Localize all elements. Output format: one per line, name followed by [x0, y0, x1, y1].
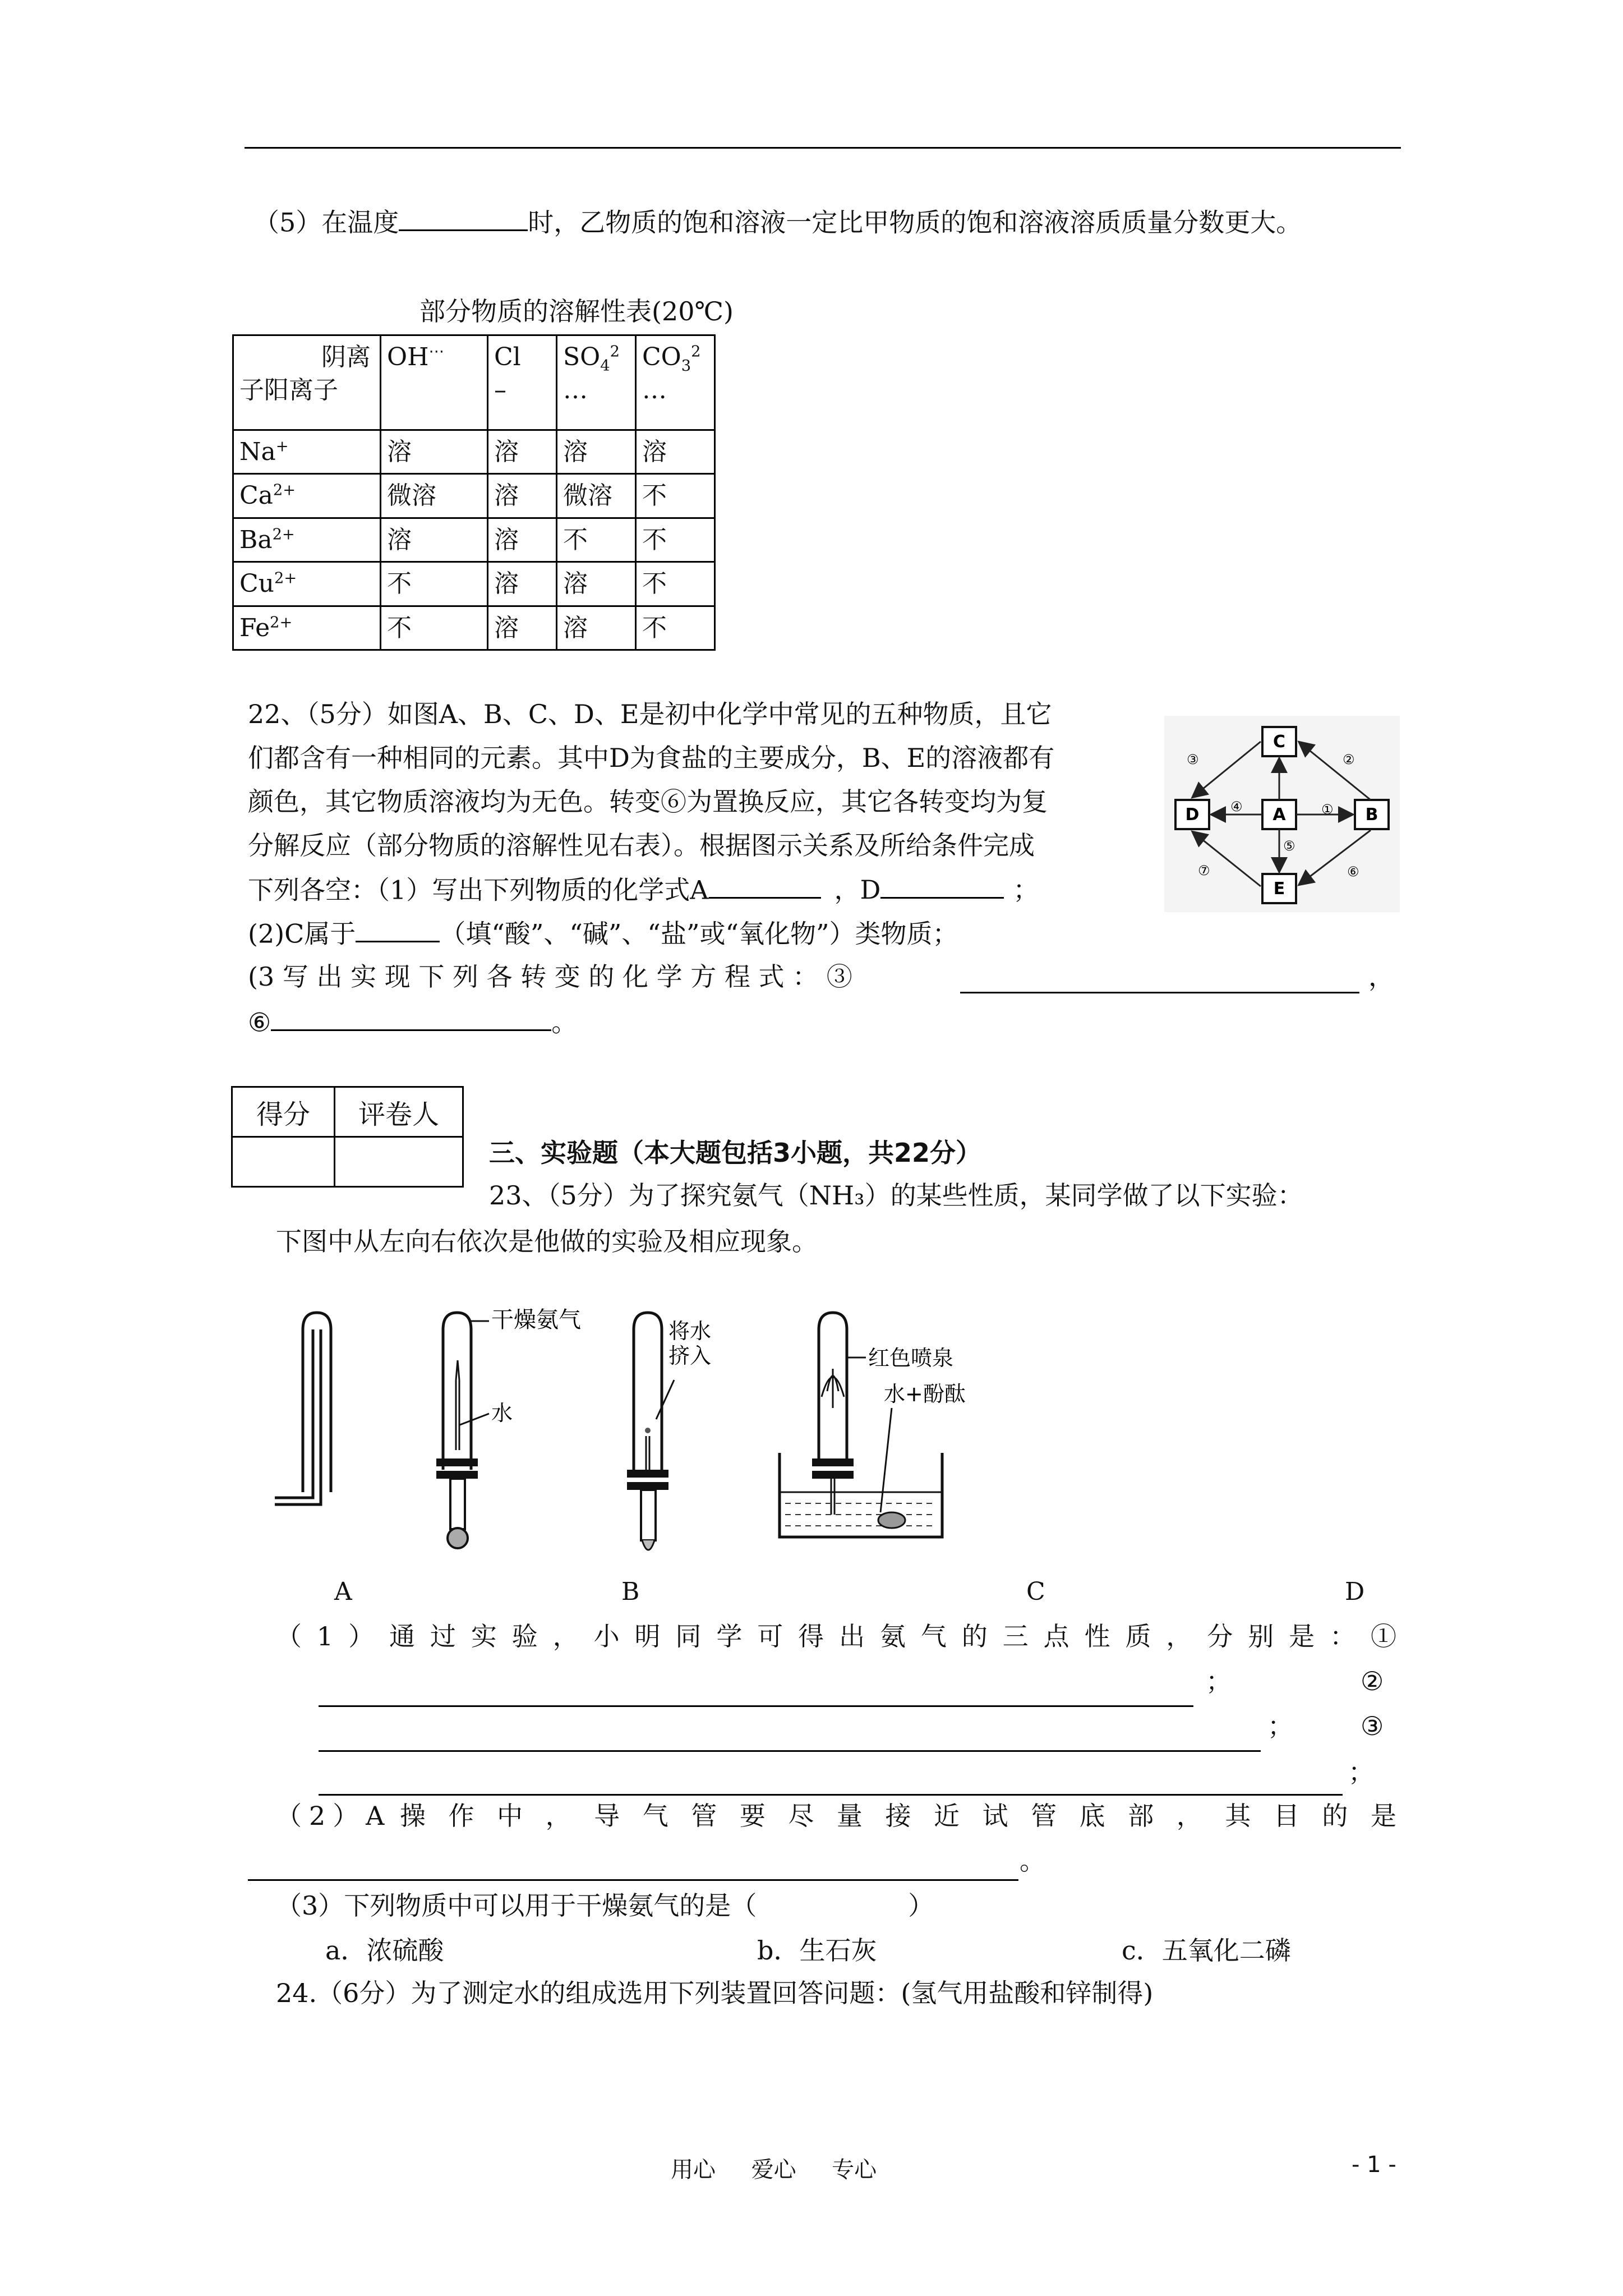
answer-blank[interactable] — [399, 206, 528, 231]
table-cell: 微溶 — [557, 474, 636, 518]
cation-cell: $Ba^{2+}$ — [233, 518, 381, 562]
score-box — [231, 1086, 464, 1188]
label-7: ⑦ — [1198, 863, 1210, 878]
node-E — [1262, 874, 1296, 903]
panel-label-d: D — [1345, 1577, 1365, 1606]
section-title: 三、实验题（本大题包括3小题，共22分） — [489, 1138, 982, 1168]
label-water-phenol: 水+酚酞 — [884, 1382, 966, 1406]
solubility-table — [232, 334, 716, 651]
semicolon: ； — [1267, 1711, 1293, 1741]
answer-line-p2[interactable] — [248, 1879, 1018, 1881]
panel-label-c: C — [1026, 1577, 1045, 1606]
anion-so4: $SO_4^2$ … — [557, 335, 636, 430]
q23-intro2: 下图中从左向右依次是他做的实验及相应现象。 — [276, 1226, 818, 1257]
table-cell: 不 — [381, 562, 488, 606]
period: 。 — [1020, 1846, 1045, 1876]
table-cell: 溶 — [557, 606, 636, 650]
panel-label-a: A — [334, 1577, 352, 1606]
label-squeeze-2: 挤入 — [668, 1343, 712, 1368]
label-6: ⑥ — [1347, 864, 1359, 880]
table-header-row — [233, 335, 715, 430]
anion-cl: Cl – — [488, 335, 557, 430]
corner-top-text: 阴离 — [321, 343, 371, 371]
table-cell: 溶 — [488, 562, 557, 606]
table-row — [233, 518, 715, 562]
table-cell: 溶 — [488, 474, 557, 518]
table-cell: 溶 — [557, 562, 636, 606]
q22-line-2: 们都含有一种相同的元素。其中D为食盐的主要成分，B、E的溶液都有 — [248, 743, 1055, 773]
apparatus-c — [627, 1313, 674, 1550]
answer-line-p1-2[interactable] — [319, 1750, 1261, 1752]
answer-blank-d[interactable] — [880, 874, 1004, 899]
label-5: ⑤ — [1283, 838, 1295, 854]
table-cell: 溶 — [636, 430, 715, 474]
score-label: 得分 — [232, 1087, 335, 1137]
table-cell: 不 — [636, 562, 715, 606]
table-cell: 不 — [636, 606, 715, 650]
answer-blank-c-type[interactable] — [356, 918, 440, 942]
label-dry-ammonia: 干燥氨气 — [491, 1307, 581, 1333]
table-cell: 溶 — [381, 518, 488, 562]
label-4: ④ — [1230, 799, 1243, 815]
table-row — [233, 606, 715, 650]
circle-num-3: ③ — [1361, 1711, 1384, 1741]
apparatus-b — [436, 1313, 489, 1548]
svg-text:A: A — [1272, 805, 1286, 825]
option-c[interactable]: c．五氧化二磷 — [1122, 1935, 1291, 1966]
table-cell: 溶 — [488, 518, 557, 562]
table-row — [233, 474, 715, 518]
node-A — [1262, 800, 1296, 829]
table-caption: 部分物质的溶解性表(20℃) — [419, 296, 734, 326]
q22-line-7: (3 写 出 实 现 下 列 各 转 变 的 化 学 方 程 式 ： ③ — [248, 961, 852, 992]
answer-line-3[interactable] — [960, 992, 1359, 993]
grader-cell[interactable] — [335, 1137, 463, 1187]
q22-line-3: 颜色，其它物质溶液均为无色。转变⑥为置换反应，其它各转变均为复 — [248, 786, 1048, 817]
table-cell: 不 — [636, 518, 715, 562]
option-a[interactable]: a．浓硫酸 — [325, 1935, 444, 1966]
table-row — [233, 562, 715, 606]
circle-num-2: ② — [1361, 1666, 1384, 1696]
node-D — [1175, 800, 1209, 829]
footer-motto: 用心 爱心 专心 — [671, 2157, 877, 2183]
svg-text:E: E — [1273, 879, 1285, 899]
q21-part5 — [253, 206, 1302, 238]
header-rule — [245, 147, 1401, 149]
table-cell: 微溶 — [381, 474, 488, 518]
q24-text: 24.（6分）为了测定水的组成选用下列装置回答问题：(氢气用盐酸和锌制得) — [276, 1978, 1154, 2008]
q22-line-8: ⑥ 。 — [248, 1007, 578, 1038]
label-squeeze-1: 将水 — [668, 1319, 712, 1343]
table-cell: 溶 — [381, 430, 488, 474]
q22-line-5: 下列各空：（1）写出下列物质的化学式A ，D ； — [248, 875, 1039, 905]
label-1: ① — [1321, 802, 1334, 817]
q22-comma: ， — [1368, 961, 1394, 992]
q23-part2: （2）A 操 作 中 ， 导 气 管 要 尽 量 接 近 试 管 底 部 ， 其 目 的 是 — [276, 1801, 1396, 1831]
label-2: ② — [1343, 752, 1355, 767]
table-cell: 不 — [381, 606, 488, 650]
grader-label: 评卷人 — [335, 1087, 463, 1137]
solubility-table-wrap — [232, 334, 716, 651]
label-red-fountain: 红色喷泉 — [868, 1346, 954, 1370]
table-corner-cell — [233, 335, 381, 430]
table-cell: 溶 — [488, 430, 557, 474]
anion-oh: OH⋯ — [381, 335, 488, 430]
answer-line-p1-3[interactable] — [319, 1794, 1343, 1796]
anion-co3: $CO_3^2$ … — [636, 335, 715, 430]
panel-label-b: B — [621, 1577, 640, 1606]
q23-intro: 23、（5分）为了探究氨气（NH₃）的某些性质，某同学做了以下实验： — [489, 1180, 1303, 1211]
semicolon: ； — [1348, 1757, 1374, 1787]
apparatus-a — [275, 1313, 331, 1504]
q22-line-1: 22、（5分）如图A、B、C、D、E是初中化学中常见的五种物质，且它 — [248, 699, 1052, 729]
q22-line-4: 分解反应（部分物质的溶解性见右表）。根据图示关系及所给条件完成 — [248, 830, 1035, 861]
table-cell: 不 — [636, 474, 715, 518]
table-cell: 溶 — [557, 430, 636, 474]
table-cell: 溶 — [488, 606, 557, 650]
label-3: ③ — [1187, 752, 1199, 767]
q22-line-6: (2)C属于 （填“酸”、“碱”、“盐”或“氧化物”）类物质； — [248, 918, 958, 949]
answer-blank-6[interactable] — [271, 1006, 551, 1031]
cation-cell: Na+ — [233, 430, 381, 474]
q21-text-b: 时，乙物质的饱和溶液一定比甲物质的饱和溶液溶质质量分数更大。 — [528, 207, 1302, 238]
table-cell: 不 — [557, 518, 636, 562]
cation-cell: $Fe^{2+}$ — [233, 606, 381, 650]
answer-line-p1-1[interactable] — [319, 1705, 1193, 1707]
semicolon: ； — [1206, 1666, 1232, 1696]
score-cell[interactable] — [232, 1137, 335, 1187]
table-row — [233, 430, 715, 474]
node-B — [1355, 800, 1389, 829]
svg-text:B: B — [1365, 805, 1378, 825]
option-b[interactable]: b．生石灰 — [757, 1935, 877, 1966]
node-C — [1262, 727, 1296, 756]
corner-bottom-text: 子阳离子 — [239, 376, 338, 405]
q22-relation-diagram — [1164, 716, 1400, 912]
q23-part1: （1）通过实验，小明同学可得出氨气的三点性质，分别是：① — [276, 1621, 1396, 1651]
cation-cell: $Ca^{2+}$ — [233, 474, 381, 518]
q23-part3: （3）下列物质中可以用于干燥氨气的是（ ） — [276, 1890, 934, 1921]
answer-blank-a[interactable] — [709, 874, 821, 899]
page-number: - 1 - — [1352, 2152, 1396, 2178]
q21-text-a: （5）在温度 — [253, 207, 399, 238]
cation-cell: $Cu^{2+}$ — [233, 562, 381, 606]
svg-text:D: D — [1185, 805, 1200, 825]
ammonia-experiment-figure — [269, 1307, 987, 1571]
label-water: 水 — [491, 1401, 513, 1425]
svg-text:C: C — [1272, 732, 1286, 752]
